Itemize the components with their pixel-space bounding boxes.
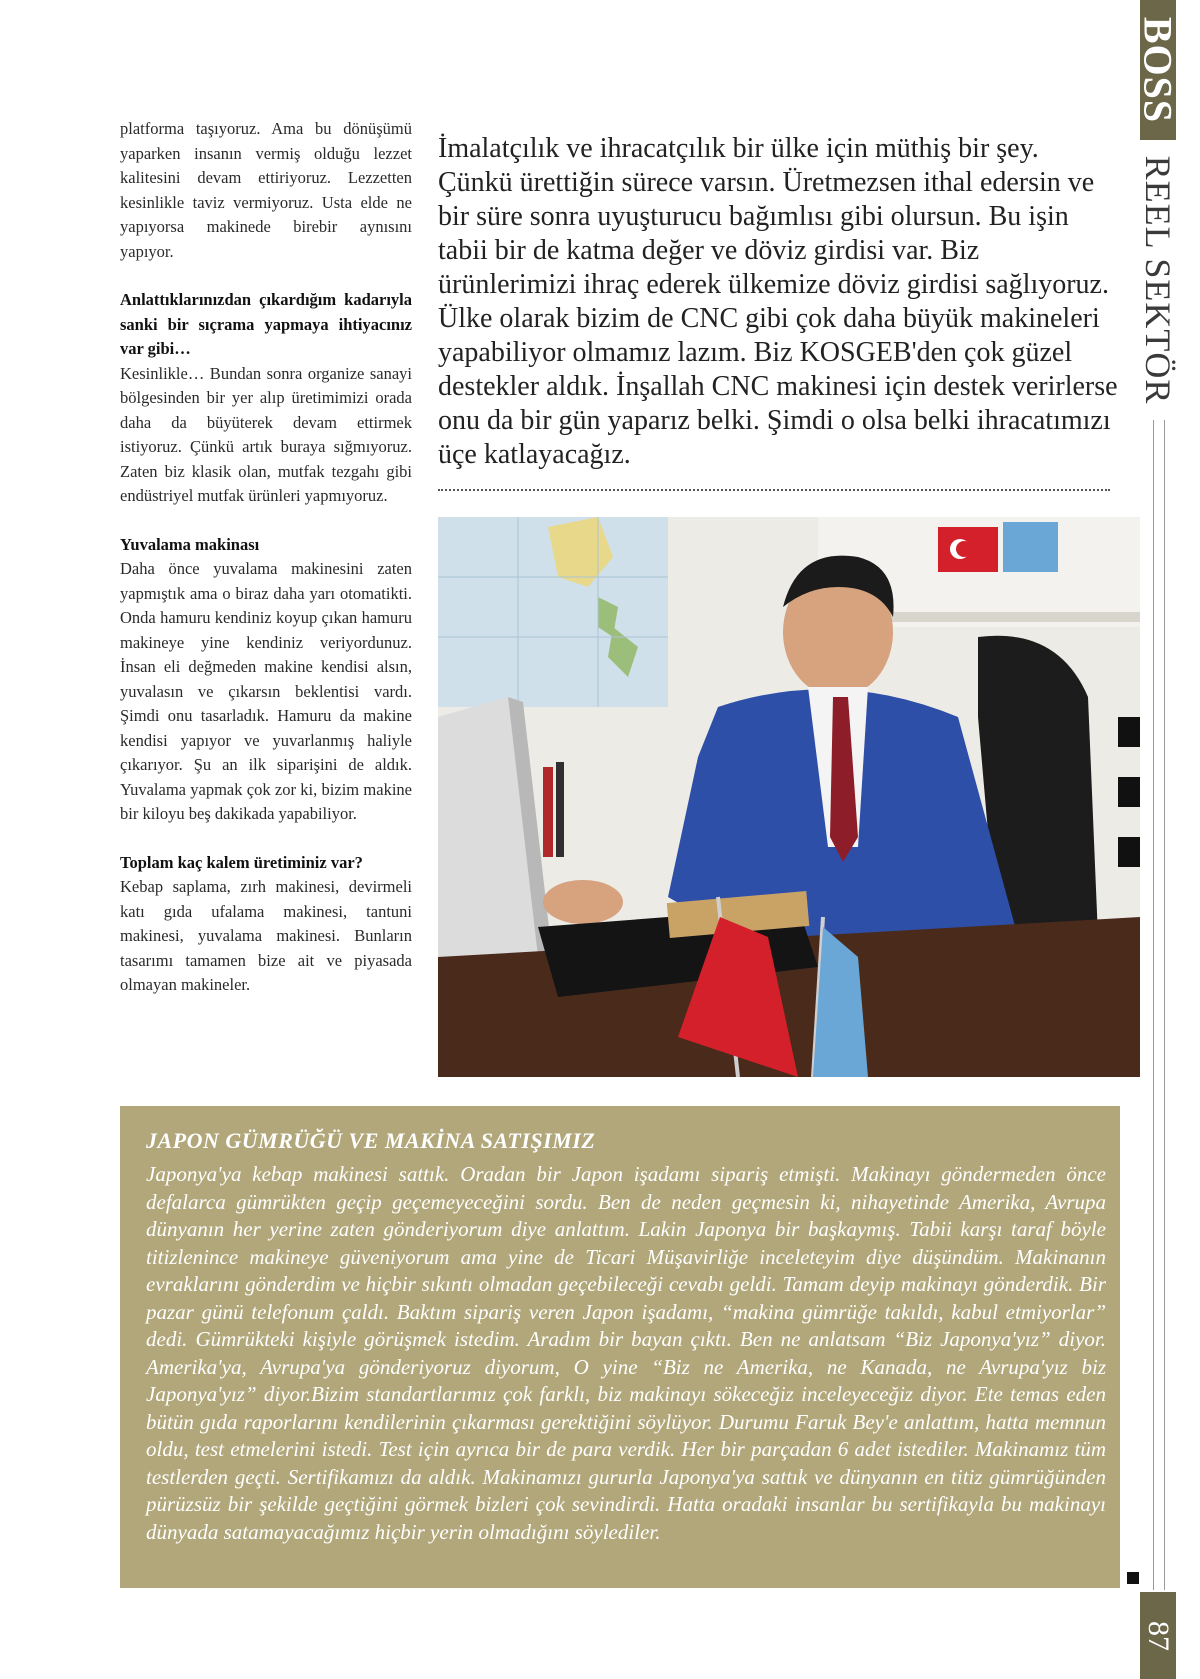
blue-flag-small: [1003, 522, 1058, 572]
subheading-yuvalama: Yuvalama makinası: [120, 534, 260, 554]
page-number: 87: [1142, 1621, 1175, 1651]
question-2: Anlattıklarınızdan çıkardığım kadarıyla sanki bir sıçrama yapmaya ihtiyacınız var gibi…: [120, 290, 412, 358]
box-title: JAPON GÜMRÜĞÜ VE MAKİNA SATIŞIMIZ: [146, 1128, 596, 1153]
vertical-rule: [1153, 420, 1165, 1590]
interview-photo: [438, 517, 1140, 1077]
page-number-tab: [1140, 1592, 1176, 1679]
answer-4: Kebap saplama, zırh makinesi, devirmeli katı gıda ufalama makinesi, tantuni makinesi, yuvalama makinesi. Bunların tasarımı tamamen bize ait ve piyasada olmayan makineler.: [120, 877, 412, 994]
box-text: Japonya'ya kebap makinesi sattık. Oradan bir Japon işadamı sipariş etmişti. Makinayı göndermeden önce defalarca gümrükten geçip geçemeyeceğini sordu. Ben de neden geçmesin ki, nihayetinde Amerika, Avrupa dünyanın her yerine zaten gönderiyorum diye anlattım. Lakin Japonya bir başkaymış. Tabii karşı taraf böyle titizlenince makineye güveniyorum ama yine de Ticari Müşavirliğe inceleteyim diye düşündüm. Makinanın evraklarını gönderdim ve hiçbir sıkıntı olmadan geçebileceği cevabı geldi. Tamam deyip makinayı gönderdik. Bir pazar günü telefonum çaldı. Baktım sipariş veren Japon işadamı, “makina gümrüğe takıldı, kabul etmiyorlar” dedi. Gümrükteki kişiyle görüşmek istedim. Aradım bir bayan çıktı. Ben ne anlatsam “Biz Japonya'yız” diyor. Amerika'ya, Avrupa'ya gönderiyoruz diyorum, O yine “Biz ne Amerika, ne Kanada, ne Avrupa'yız biz Japonya'yız” diyor.Bizim standartlarımız çok farklı, biz makinayı sökeceğiz inceleyeceğiz diyor. Ete temas eden bütün gıda raporlarını kendilerinin çıkarması gerektiğini söylüyor. Durumu Faruk Bey'e anlattım, hatta memnun oldu, test etmelerini istedi. Test için ayrıca bir de para verdik. Her bir parçadan 6 adet istediler. Makinamız tüm testlerden geçti. Sertifikamızı da aldık. Makinamızı gururla Japonya'ya sattık ve dünyanın en titiz gümrüğünden pürüzsüz bir şekilde geçtiğini görmek bizleri çok sevindirdi. Hatta oradaki insanlar bu sertifikayla bu makinayı dünyada satamayacağımız hiçbir yerin olmadığını söylediler.: [146, 1162, 1106, 1544]
section-label: REEL SEKTÖR: [1138, 155, 1178, 405]
brand-label: BOSS: [1135, 16, 1181, 124]
sidebar-box: [120, 1106, 1120, 1588]
end-mark: [1127, 1572, 1139, 1584]
qa-block-2: [120, 288, 412, 509]
section-label-wrap: [1138, 150, 1178, 410]
pull-quote: İmalatçılık ve ihracatçılık bir ülke için müthiş bir şey. Çünkü ürettiğin sürece varsın. Üretmezsen ithal edersin ve bir süre sonra uyuşturucu bağımlısı gibi olursun. Bu işin tabii bir de katma değer ve döviz girdisi var. Biz ürünlerimizi ihraç ederek ülkemize döviz girdisi sağlıyoruz. Ülke olarak bizim de CNC gibi çok daha büyük makineleri yapabiliyor olmamız lazım. Biz KOSGEB'den çok güzel destekler aldık. İnşallah CNC makinesi için destek verirlerse onu da bir gün yaparız belki. Şimdi o olsa belki ihracatımızı üçe katlayacağız.: [438, 133, 1118, 470]
qa-block-4: [120, 851, 412, 998]
answer-2: Kesinlikle… Bundan sonra organize sanayi bölgesinden bir yer alıp üretimimizi orada daha da büyüterek devam ettirmek istiyoruz. Çünkü artık buraya sığmıyoruz. Zaten biz klasik olan, mutfak tezgahı gibi endüstriyel mutfak ürünleri yapmıyoruz.: [120, 363, 412, 505]
brand-tab: [1135, 0, 1181, 140]
office-scene-illustration: [438, 517, 1140, 1077]
dotted-divider: [438, 489, 1110, 491]
left-column: [120, 117, 412, 1022]
question-4: Toplam kaç kalem üretiminiz var?: [120, 852, 363, 872]
paragraph-1: platforma taşıyoruz. Ama bu dönüşümü yaparken insanın vermiş olduğu lezzet kalitesini devam ettiriyoruz. Lezzetten kesinlikle taviz vermiyoruz. Usta elde ne yapıyorsa makinede birebir aynısını yapıyor.: [120, 119, 412, 261]
qa-block-3: [120, 533, 412, 827]
answer-3: Daha önce yuvalama makinesini zaten yapmıştık ama o biraz daha yarı otomatikti. Onda hamuru kendiniz koyup çıkan hamuru makineye yine kendiniz veriyordunuz. İnsan eli değmeden makine kendisi alsın, yuvalasın ve çıkarsın beklentisi vardı. Şimdi onu tasarladık. Hamuru da makine kendisi yapıyor ve yuvarlanmış haliyle çıkarıyor. Şu an ilk siparişini de aldık. Yuvalama yapmak çok zor ki, bizim makine bir kiloyu beş dakikada yapabiliyor.: [120, 559, 412, 823]
